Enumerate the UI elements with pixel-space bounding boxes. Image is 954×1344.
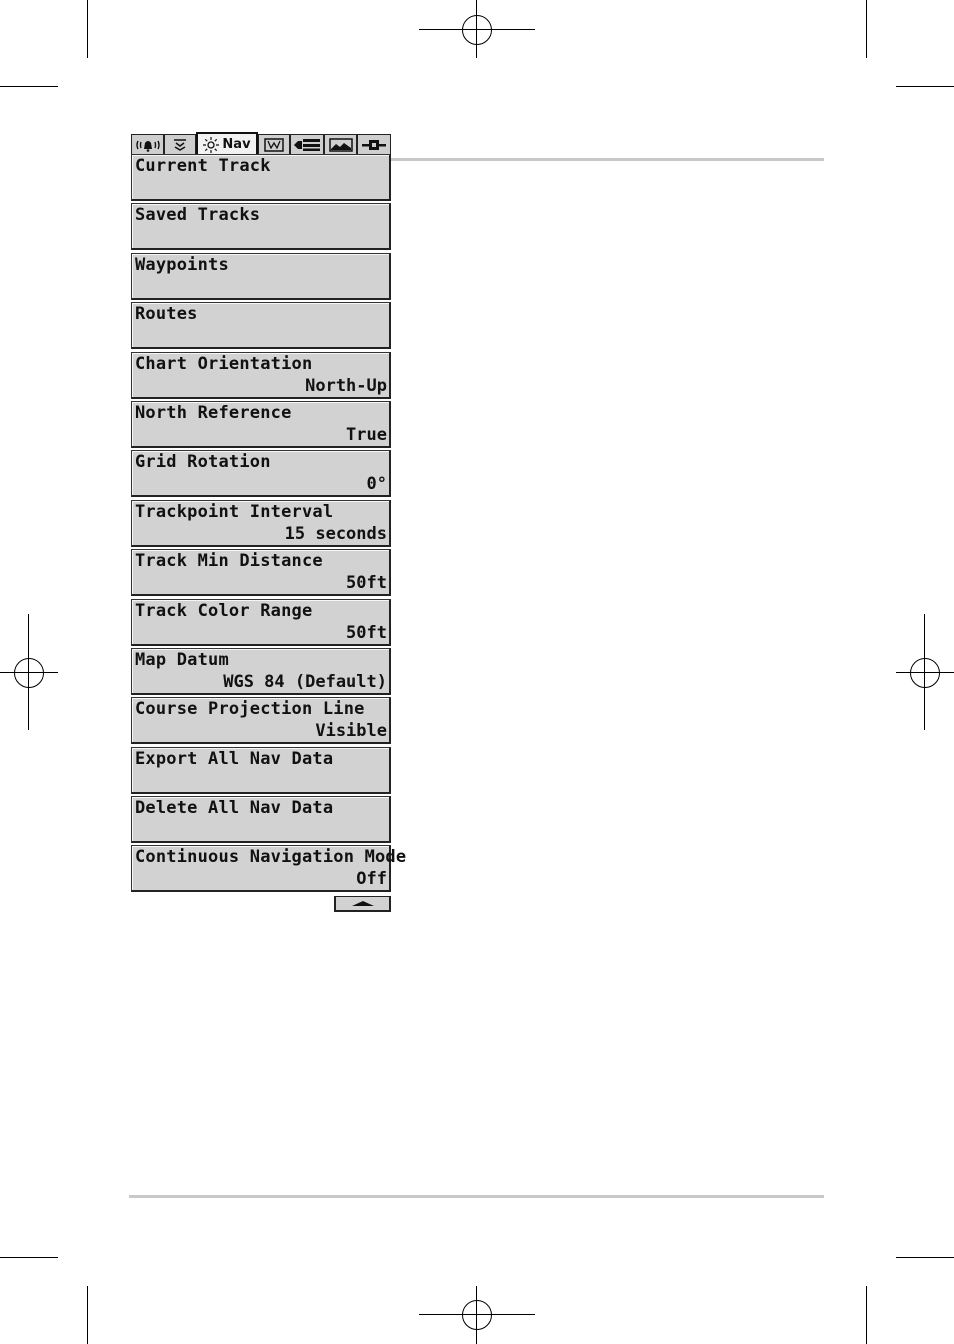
menu-item[interactable] <box>131 697 391 744</box>
menu-item[interactable] <box>131 648 391 695</box>
menu-item-label: Track Min Distance <box>135 551 323 572</box>
tab-sonar[interactable] <box>164 134 196 154</box>
menu-item-value: True <box>346 424 387 445</box>
sun-icon <box>203 137 219 153</box>
tab-alarms[interactable] <box>131 134 164 154</box>
chart-icon <box>264 138 284 152</box>
nav-menu-list <box>131 154 407 895</box>
menu-item-label: Track Color Range <box>135 600 313 621</box>
crop-mark <box>866 0 867 58</box>
menu-item[interactable] <box>131 253 391 300</box>
scroll-up-icon <box>352 901 374 906</box>
menu-item-label: Grid Rotation <box>135 452 271 473</box>
menu-item[interactable] <box>131 154 391 201</box>
crop-mark <box>87 0 88 58</box>
tab-views[interactable] <box>324 134 357 154</box>
tab-nav-label: Nav <box>222 137 251 152</box>
menu-item-value: WGS 84 (Default) <box>223 671 387 692</box>
registration-circle-icon <box>462 1300 492 1330</box>
sonar-icon <box>172 138 188 152</box>
menu-item-value: 50ft <box>346 622 387 643</box>
menu-item-label: Routes <box>135 304 198 325</box>
menu-tab-bar <box>131 132 391 155</box>
crop-mark <box>0 86 58 87</box>
menu-item-label: Trackpoint Interval <box>135 501 334 522</box>
crop-mark <box>0 1257 58 1258</box>
menu-item-label: Delete All Nav Data <box>135 798 334 819</box>
crop-mark <box>87 1286 88 1344</box>
registration-circle-icon <box>462 15 492 45</box>
crop-mark <box>896 86 954 87</box>
header-rule <box>391 158 824 161</box>
registration-circle-icon <box>910 658 940 688</box>
menu-item[interactable] <box>131 845 407 892</box>
menu-item-value: North-Up <box>305 375 387 396</box>
menu-item[interactable] <box>131 747 391 794</box>
menu-item[interactable] <box>131 599 391 646</box>
menu-item-label: Continuous Navigation Mode <box>135 847 407 868</box>
setup-icon <box>293 138 321 152</box>
menu-item-label: Saved Tracks <box>135 205 261 226</box>
tab-chart[interactable] <box>258 134 290 154</box>
crop-mark <box>866 1286 867 1344</box>
bell-icon <box>136 138 160 152</box>
tab-accessories[interactable] <box>357 134 391 154</box>
menu-item-label: Waypoints <box>135 254 229 275</box>
menu-item-label: North Reference <box>135 402 292 423</box>
menu-item-value: Off <box>356 869 387 890</box>
menu-item-value: 15 seconds <box>284 523 387 544</box>
menu-item-label: Chart Orientation <box>135 353 313 374</box>
menu-item-label: Map Datum <box>135 649 229 670</box>
footer-rule <box>129 1195 824 1198</box>
menu-item[interactable] <box>131 203 391 250</box>
menu-item-label: Course Projection Line <box>135 699 365 720</box>
menu-item[interactable] <box>131 401 391 448</box>
menu-item-label: Current Track <box>135 156 271 176</box>
menu-item[interactable] <box>131 302 391 349</box>
accessory-icon <box>362 138 386 152</box>
menu-item-value: 50ft <box>346 573 387 594</box>
tab-nav[interactable] <box>196 132 258 155</box>
menu-item[interactable] <box>131 450 391 497</box>
menu-item-value: 0° <box>366 474 387 495</box>
menu-item[interactable] <box>131 500 391 547</box>
menu-item[interactable] <box>131 549 391 596</box>
scroll-up-button[interactable] <box>334 896 391 912</box>
views-icon <box>329 138 353 152</box>
tab-setup[interactable] <box>290 134 324 154</box>
menu-item[interactable] <box>131 796 391 843</box>
registration-circle-icon <box>14 658 44 688</box>
menu-item-value: Visible <box>315 721 387 742</box>
crop-mark <box>896 1257 954 1258</box>
menu-item[interactable] <box>131 352 391 399</box>
menu-item-label: Export All Nav Data <box>135 748 334 769</box>
